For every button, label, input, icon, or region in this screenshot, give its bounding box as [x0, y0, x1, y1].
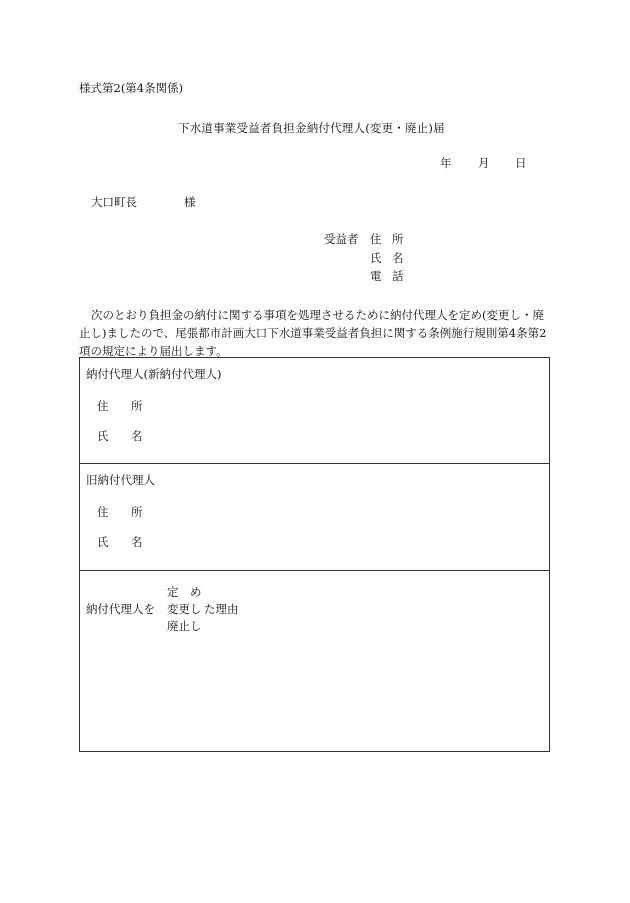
old-agent-heading: 旧納付代理人 — [86, 473, 155, 487]
label-char: 住 — [97, 505, 109, 519]
label-char: 所 — [131, 505, 143, 519]
label-char: 氏 — [97, 535, 109, 549]
reason-prefix: 納付代理人を — [86, 602, 155, 616]
agent-form-table — [79, 357, 550, 752]
reason-option-change: 変更し — [167, 602, 202, 616]
label-char: 住 — [97, 399, 109, 413]
form-number: 様式第2(第4条関係) — [79, 81, 184, 95]
label-char: 所 — [392, 232, 404, 246]
label-char: 住 — [370, 232, 382, 246]
applicant-address-label — [370, 231, 404, 247]
addressee-honorific: 様 — [184, 195, 196, 209]
applicant-label: 受益者 — [324, 232, 359, 246]
date-year: 年 — [440, 156, 452, 170]
label-char: 名 — [392, 251, 404, 265]
addressee-name: 大口町長 — [91, 195, 137, 209]
date-line — [440, 155, 527, 171]
reason-option-define: 定 め — [167, 585, 202, 599]
label-char: 名 — [131, 429, 143, 443]
reason-suffix: た理由 — [204, 602, 239, 616]
date-day: 日 — [515, 156, 527, 170]
old-agent-address-label — [97, 504, 143, 520]
label-char: 氏 — [97, 429, 109, 443]
new-agent-heading: 納付代理人(新納付代理人) — [86, 367, 222, 381]
new-agent-section[interactable] — [80, 358, 549, 464]
label-char: 所 — [131, 399, 143, 413]
body-text: 次のとおり負担金の納付に関する事項を処理させるために納付代理人を定め(変更し・廃止し)ましたので、尾張都市計画大口下水道事業受益者負担に関する条例施行規則第4条第2項の規定により届出します。 — [79, 308, 547, 358]
reason-options — [167, 584, 202, 635]
new-agent-address-label — [97, 398, 143, 414]
label-char: 電 — [370, 269, 382, 283]
label-char: 話 — [392, 269, 404, 283]
applicant-phone-label — [370, 268, 404, 284]
reason-option-abolish: 廃止し — [167, 619, 202, 633]
old-agent-name-label — [97, 534, 143, 550]
document-title: 下水道事業受益者負担金納付代理人(変更・廃止)届 — [178, 121, 445, 135]
new-agent-name-label — [97, 428, 143, 444]
applicant-name-label — [370, 250, 404, 266]
label-char: 氏 — [370, 251, 382, 265]
reason-section[interactable] — [80, 571, 549, 752]
old-agent-section[interactable] — [80, 464, 549, 571]
label-char: 名 — [131, 535, 143, 549]
date-month: 月 — [478, 156, 490, 170]
